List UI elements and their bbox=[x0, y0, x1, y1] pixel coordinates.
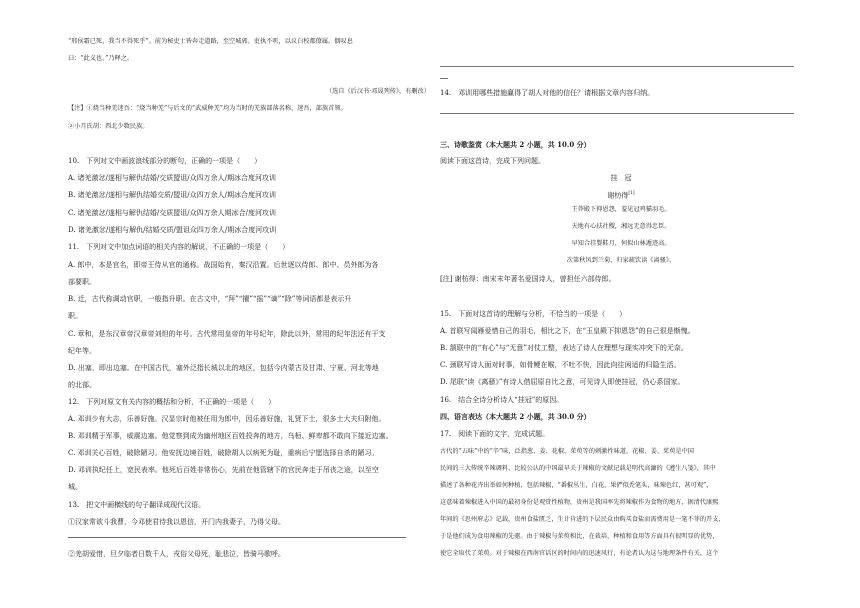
q17-line: 年间的《思州府志》记载，贵州食盐匮乏，生计肯进的下层民众由购买食盐而需费用是一笔不菲的开支， bbox=[440, 516, 725, 523]
q12-line: A. 邓训少有大志，乐善好施。汉显宗时他被任用为郎中，因乐善好施，礼贤下士，很多士大夫归附他。 bbox=[68, 415, 386, 423]
note-line: ②小月氏胡：西北少数民族。 bbox=[68, 123, 149, 130]
q12-line: B. 邓训精于军事，威震边塞。他觉察到成为幽州地区百姓投奔的地方，乌桓、鲜卑都不敢向下接近边塞。 bbox=[68, 432, 393, 440]
q11-stem: 11. 下列对文中加点词语的相关内容的解说，不正确的一项是（ ） bbox=[68, 243, 290, 251]
poem-author-name: 谢枋得 bbox=[607, 191, 629, 200]
q11-line: 职。 bbox=[68, 312, 82, 320]
source-citation: （选自《后汉书·邓晟列传》，有删改） bbox=[325, 88, 430, 95]
poem-title: 挂 冠 bbox=[610, 174, 632, 182]
poem-author bbox=[440, 190, 802, 199]
poem-author-note-mark: [1] bbox=[628, 191, 635, 196]
q11-line: B. 迁，古代称调动官职，一般指升职。在古文中，“拜”“擢”“摇”“谪”“除”等词语都是表示升 bbox=[68, 295, 352, 303]
q12-line: 城。 bbox=[68, 483, 82, 491]
q17-line: 于是他们成为食用辣椒的先驱。由于辣椒与茱萸相比，在栽培、种植和食用等方面具有很明显的优势， bbox=[440, 533, 719, 540]
section-3-heading: 三、诗歌鉴赏（本大题共 2 小题，共 10.0 分） bbox=[440, 140, 591, 149]
q14-stem: 14. 邓训用哪些措施赢得了胡人对他的信任？请根据文章内容归纳。 bbox=[440, 89, 655, 97]
q12-line: C. 邓训关心百姓，破除陋习。他安抚边境百姓，破除胡人以病死为耻，重病后宁愿选择自杀的陋习。 bbox=[68, 449, 379, 457]
intro-line: “邢侯霜已死，我当不得死乎”。前为秘吏士皆奔走道路，至空城郭。吏执不听，以议白校都僚属。偶叹息 bbox=[68, 38, 353, 45]
q13-stem: 13. 把文中画横线的句子翻译成现代汉语。 bbox=[68, 501, 206, 509]
q13-item-2: ②羌胡爱惜，旦夕临者日数千人，戎俗父母死，耻悲泣，皆骑马歌呼。 bbox=[68, 550, 285, 558]
q17-line: 描述了各种花卉出举如何种植，包括辣椒，“番椒丛生，白花，果俨似秃笔头，味辣色红，甚可观”， bbox=[440, 482, 713, 489]
q11-line: C. 章和，是东汉章帝汉章帝刘炟的年号。古代常用皇帝的年号纪年，除此以外，常用的纪年法还有干支 bbox=[68, 330, 386, 338]
q10-option-d: D. 诸羌激忿/遂相与解仇/结婚交质/盟诅众四万余人/期冰合度河攻训 bbox=[68, 226, 277, 234]
q17-stem: 17. 阅读下面的文字，完成试题。 bbox=[440, 430, 550, 438]
section-4-heading: 四、语言表达（本大题共 2 小题，共 30.0 分） bbox=[440, 412, 591, 421]
q11-line: 的北部。 bbox=[68, 381, 96, 389]
q11-line: 部要职。 bbox=[68, 278, 96, 286]
poem-line: 天地有心扶社稷，湘远无意得忠臣。 bbox=[571, 223, 671, 230]
q17-line: 古代的“五味”中的“辛”味，泛指葱、姜、花椒、茱萸等的刺激性味道。花椒、姜、茱萸是中国 bbox=[440, 448, 694, 455]
q15-option-a: A. 首联写闻雁爱惜自己的羽毛，相比之下，在“玉皇殿下抑恩怨”的自己很是惭愧。 bbox=[440, 327, 695, 335]
section-3-intro: 阅读下面这首诗，完成下列问题。 bbox=[440, 157, 545, 165]
q13-item-1: ①汉家常欲斗我曹，今邓使君待我以恩信，开门内我妻子，乃得父母。 bbox=[68, 518, 285, 526]
poem-line: 早知合挂婴鞋月，何似山林遁迹高。 bbox=[571, 240, 671, 247]
q16-stem: 16. 结合全诗分析诗人“挂冠”的原因。 bbox=[440, 396, 564, 404]
poem-line: 王莽殿下抑恩怨，羞见冠鸡猫羽毛。 bbox=[571, 206, 671, 213]
q17-line: 民间的三大传统辛辣调料，比较公认的中国最早关于辣椒的文献记载是明代高濂的《遵生八笺》，其中 bbox=[440, 465, 716, 472]
q11-line: 纪年等。 bbox=[68, 347, 96, 355]
q15-stem: 15. 下面对这首诗的理解与分析，不恰当的一项是（ ） bbox=[440, 310, 627, 318]
note-line: 【注】①烧当种羌迷吾：“烧当种羌”与后文的“武威种羌”均为当时的羌族部落名称，迷吾，部族首领。 bbox=[68, 105, 347, 112]
q15-option-d: D. 尾联“读《离骚》”有诗人借屈原自比之意，可见诗人即使挂冠，仍心系国家。 bbox=[440, 378, 685, 386]
answer-line bbox=[440, 78, 448, 79]
poem-line: 次第秋风到兰菊，归家疏饮读《离骚》。 bbox=[566, 257, 676, 264]
q12-line: D. 邓训执纪任上，宽民表率。他死后百姓非常伤心，先前在他管辖下的官民奔走于吊丧之途，以至空 bbox=[68, 466, 379, 474]
q10-option-b: B. 诸羌激忿/遂相与解仇结婚交质/盟诅/众四万余人/期冰合度河攻训 bbox=[68, 191, 277, 199]
q10-stem: 10. 下列对文中画波浪线部分的断句，正确的一项是（ ） bbox=[68, 157, 262, 165]
q10-option-a: A. 诸羌激忿/遂相与解仇结婚/交质盟诅/众四万余人/期冰合度河攻训 bbox=[68, 174, 276, 182]
q10-option-c: C. 诸羌激忿/遂相与解仇结婚/交质盟诅/众四万余人期冰合/度河攻训 bbox=[68, 209, 276, 217]
q17-line: 这意味着辣椒进入中国的最初身份是观赏性植物，贵州是我国率先将辣椒作为食物的地方，据清代康熙 bbox=[440, 499, 719, 506]
intro-line: 曰：“此义也。”乃释之。 bbox=[68, 55, 134, 62]
answer-line bbox=[440, 113, 794, 114]
q17-line: 使它全取代了茱萸。对于辣椒在西南官话区的时间内的迅速风行，有论者认为这与地理条件有关，这个 bbox=[440, 550, 719, 557]
q11-line: D. 出塞，即出边塞。在中国古代，塞外泛指长城以北的地区，包括今内蒙古及甘肃、宁夏、河北等地 bbox=[68, 364, 379, 372]
poem-note: [注] 谢枋得：南宋末年著名爱国诗人，曾担任六部侍郎。 bbox=[440, 275, 616, 283]
q11-line: A. 郎中，本是官名，即帝王侍从官的通称。战国始有，秦汉沿置。后世逐以侍郎、郎中、员外郎为各 bbox=[68, 261, 379, 269]
answer-line bbox=[68, 537, 406, 538]
q12-stem: 12. 下列对原文有关内容的概括和分析，不正确的一项是（ ） bbox=[68, 398, 276, 406]
q15-option-b: B. 颔联中的“有心”与“无意”对仗工整，表达了诗人在理想与现实冲突下的无奈。 bbox=[440, 344, 688, 352]
answer-line bbox=[440, 66, 794, 67]
q15-option-c: C. 颈联写诗人面对时事，如骨鲠在喉，不吐不快，因此向往闲适的归隐生活。 bbox=[440, 361, 681, 369]
